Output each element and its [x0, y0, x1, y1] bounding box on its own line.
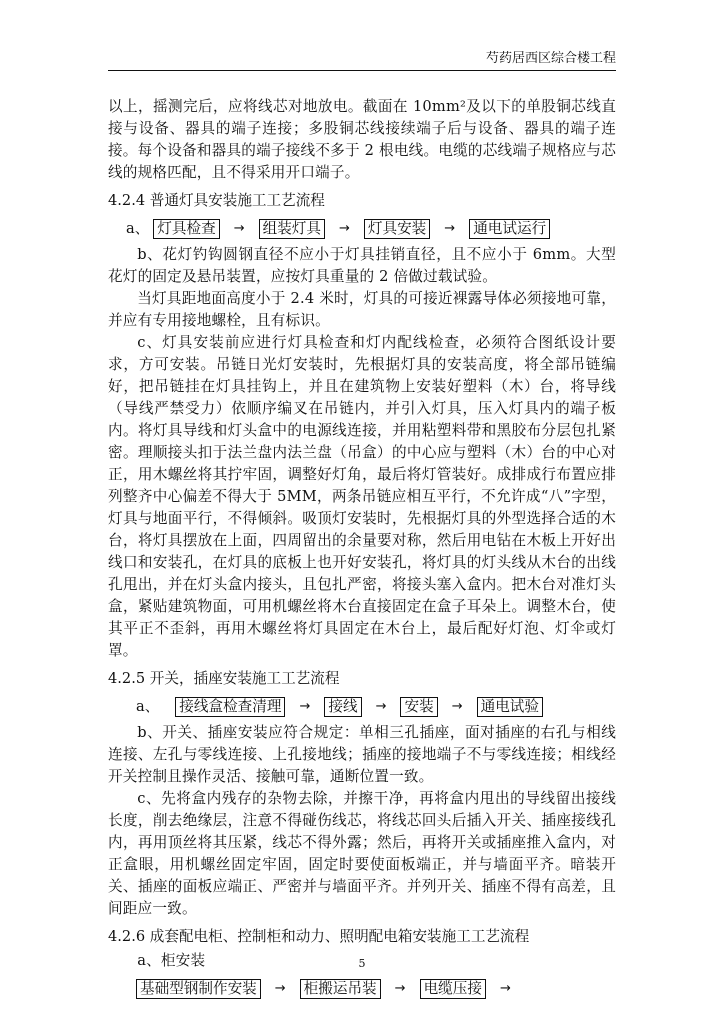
paragraph-socket-procedure: c、先将盒内残存的杂物去除，并擦干净，再将盒内甩出的导线留出接线长度，削去绝缘层，注意不得碰伤线芯，将线芯回头后插入开关、插座接线孔内，再用顶丝将其压紧，线芯不得外露；然后，再将开关或插座推入盒内，对正盒眼，用机螺丝固定牢固，固定时要使面板端正，并与墙面平齐。暗装开关、插座的面板应端正、严密并与墙面平齐。并列开关、插座不得有高差，且间距应一致。 [108, 790, 616, 917]
paragraph-socket-rules: b、开关、插座安装应符合规定：单相三孔插座，面对插座的右孔与相线连接、左孔与零线连接、上孔接地线；插座的接地端子不与零线连接；相线经开关控制且操作灵活、接触可靠，通断位置一致。 [108, 724, 616, 785]
flow-arrow: → [451, 699, 463, 714]
page-number: 5 [358, 957, 366, 970]
flow-step-mount: 安装 [400, 697, 437, 717]
flow-lead: a、 [126, 220, 150, 237]
flow-step-assemble: 组装灯具 [259, 219, 325, 239]
flow-arrow: → [375, 699, 387, 714]
header-title: 芍药居西区综合楼工程 [485, 51, 616, 66]
section-heading-4-2-4: 4.2.4 普通灯具安装施工工艺流程 [108, 192, 325, 209]
flow-arrow: → [233, 221, 245, 236]
flow-step-install: 灯具安装 [364, 219, 430, 239]
flow-lead: a、 [136, 698, 160, 715]
flow-step-wiring: 接线 [324, 697, 361, 717]
page-header [108, 50, 616, 68]
flow-lighting-install [126, 218, 616, 240]
flow-switch-socket-install [136, 696, 616, 718]
paragraph-chandelier-hook: b、花灯钓钩圆钢直径不应小于灯具挂销直径，且不应小于 6mm。大型花灯的固定及悬吊装置，应按灯具重量的 2 倍做过载试验。 [108, 246, 616, 285]
paragraph-insulation-test: 以上，摇测完后，应将线芯对地放电。截面在 10mm²及以下的单股铜芯线直接与设备、器具的端子连接；多股铜芯线接续端子后与设备、器具的端子连接。每个设备和器具的端子接线不多于 2 根电线。电缆的芯线端子规格应与芯线的规格匹配，且不得采用开口端子。 [108, 98, 616, 181]
flow-step-lamp-check: 灯具检查 [153, 219, 219, 239]
flow-step-base-steel: 基础型钢制作安装 [136, 979, 261, 999]
section-heading-4-2-6: 4.2.6 成套配电柜、控制柜和动力、照明配电箱安装施工工艺流程 [108, 928, 530, 945]
flow-arrow: → [299, 699, 311, 714]
flow-step-cable-crimp: 电缆压接 [420, 979, 486, 999]
flow-arrow: → [338, 221, 350, 236]
flow-cabinet-install [136, 978, 616, 1000]
subheading-cabinet-install: a、柜安装 [137, 952, 206, 969]
flow-step-hoisting: 柜搬运吊装 [300, 979, 381, 999]
flow-step-box-clean: 接线盒检查清理 [175, 697, 285, 717]
flow-arrow: → [394, 981, 406, 996]
flow-step-power-test: 通电试验 [477, 697, 543, 717]
paragraph-grounding: 当灯具距地面高度小于 2.4 米时，灯具的可接近裸露导体必须接地可靠，并应有专用接地螺栓，且有标识。 [108, 290, 616, 329]
paragraph-lamp-install: c、灯具安装前应进行灯具检查和灯内配线检查，必须符合图纸设计要求，方可安装。吊链日光灯安装时，先根据灯具的安装高度，将全部吊链编好，把吊链挂在灯具挂钩上，并且在建筑物上安装好塑料（木）台，将导线（导线严禁受力）依顺序编叉在吊链内，并引入灯具，压入灯具内的端子板内。将灯具导线和灯头盒中的电源线连接，并用粘塑料带和黑胶布分层包扎紧密。理顺接头扣于法兰盘内法兰盘（吊盒）的中心应与塑料（木）台的中心对正，用木螺丝将其拧牢固，调整好灯角，最后将灯管装好。成排成行布置应排列整齐中心偏差不得大于 5MM，两条吊链应相互平行，不允许成“八”字型，灯具与地面平行，不得倾斜。吸顶灯安装时，先根据灯具的外型选择合适的木台，将灯具摆放在上面，四周留出的余量要对称，然后用电钻在木板上开好出线口和安装孔，在灯具的底板上也开好安装孔，将灯具的灯头线从木台的出线孔甩出，并在灯头盒内接头，且包扎严密，将接头塞入盒内。把木台对准灯头盒，紧贴建筑物面，可用机螺丝将木台直接固定在盒子耳朵上。调整木台，使其平正不歪斜，再用木螺丝将灯具固定在木台上，最后配好灯泡、灯伞或灯罩。 [108, 334, 616, 659]
section-heading-4-2-5: 4.2.5 开关，插座安装施工工艺流程 [108, 670, 340, 687]
header-rule [108, 70, 616, 71]
flow-step-trial-run: 通电试运行 [469, 219, 550, 239]
flow-arrow: → [444, 221, 456, 236]
flow-arrow: → [274, 981, 286, 996]
document-body [108, 96, 616, 1004]
flow-arrow: → [499, 981, 511, 996]
